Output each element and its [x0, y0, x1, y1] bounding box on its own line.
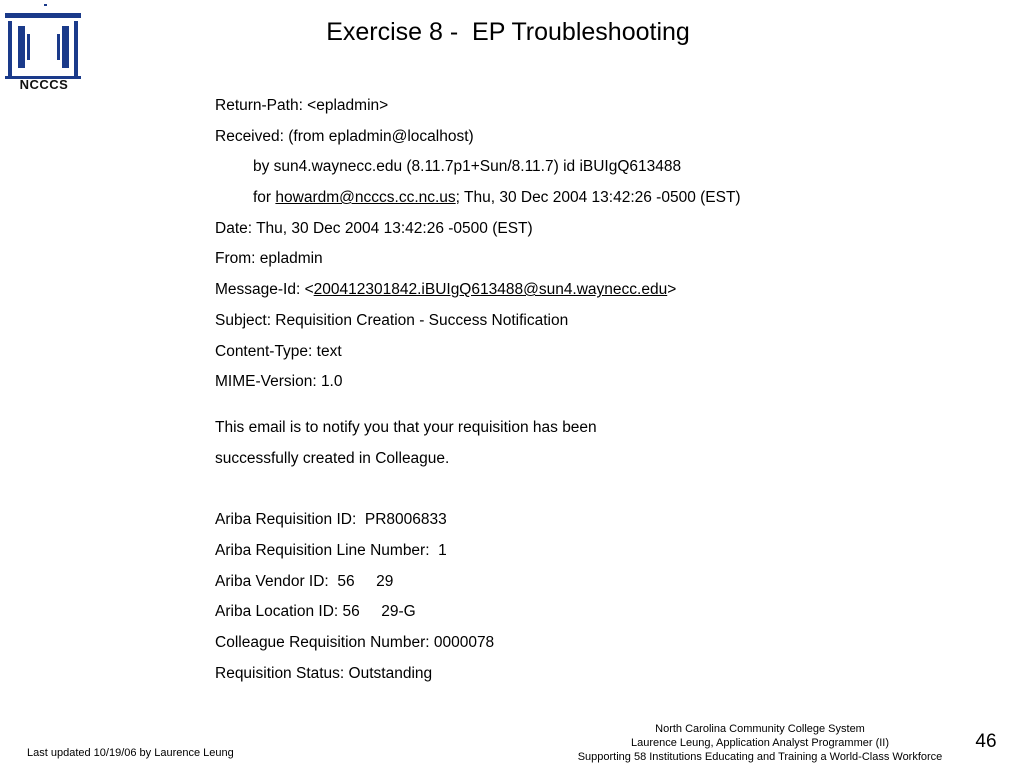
message-id-suffix: >	[667, 281, 677, 299]
recipient-email-link[interactable]: howardm@ncccs.cc.nc.us	[275, 189, 456, 207]
detail-requisition-status: Requisition Status: Outstanding	[215, 664, 433, 682]
email-content	[215, 91, 995, 689]
header-mime-version: MIME-Version: 1.0	[215, 373, 343, 391]
header-return-path: Return-Path: <epladmin>	[215, 97, 389, 114]
message-id-link[interactable]: 200412301842.iBUIgQ613488@sun4.waynecc.edu	[313, 281, 668, 299]
logo-text: NCCCS	[19, 77, 69, 92]
body-line-2: successfully created in Colleague.	[215, 449, 450, 467]
header-received-for	[215, 183, 995, 214]
header-received-by: by sun4.waynecc.edu (8.11.7p1+Sun/8.11.7) id iBUIgQ613488	[253, 158, 682, 176]
received-for-suffix: ; Thu, 30 Dec 2004 13:42:26 -0500 (EST)	[455, 189, 741, 207]
footer-last-updated: Last updated 10/19/06 by Laurence Leung	[27, 747, 234, 759]
header-date: Date: Thu, 30 Dec 2004 13:42:26 -0500 (EST)	[215, 219, 533, 237]
detail-vendor-id: Ariba Vendor ID: 56 29	[215, 572, 394, 590]
detail-line-number: Ariba Requisition Line Number: 1	[215, 541, 447, 559]
footer-org: North Carolina Community College System	[655, 723, 865, 735]
received-for-prefix: for	[253, 189, 276, 207]
detail-colleague-requisition-number: Colleague Requisition Number: 0000078	[215, 634, 495, 651]
footer-author: Laurence Leung, Application Analyst Programmer (II)	[630, 737, 890, 749]
header-from: From: epladmin	[215, 250, 323, 268]
page-number: 46	[975, 731, 997, 752]
detail-location-id: Ariba Location ID: 56 29-G	[215, 603, 416, 621]
message-id-prefix: Message-Id: <	[215, 281, 314, 299]
footer-info	[520, 722, 1000, 764]
footer-tagline: Supporting 58 Institutions Educating and Training a World-Class Workforce	[577, 751, 943, 763]
header-message-id	[215, 275, 995, 306]
header-content-type: Content-Type: text	[215, 342, 342, 360]
slide-title: Exercise 8 - EP Troubleshooting	[326, 18, 690, 46]
header-received: Received: (from epladmin@localhost)	[215, 127, 474, 145]
body-line-1: This email is to notify you that your requisition has been	[215, 418, 597, 436]
header-subject: Subject: Requisition Creation - Success Notification	[215, 311, 569, 329]
detail-requisition-id: Ariba Requisition ID: PR8006833	[215, 511, 447, 529]
